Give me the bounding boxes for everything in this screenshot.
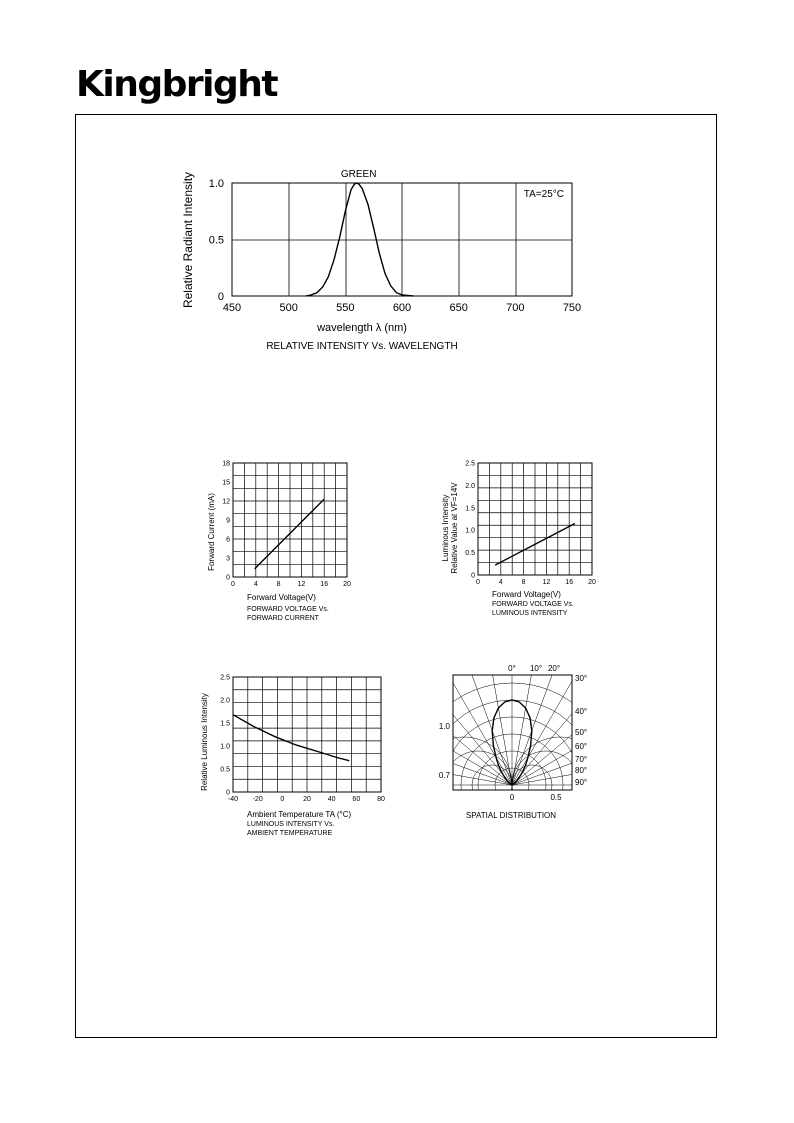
x-tick-label: 20 (303, 796, 311, 803)
y-tick-label: 1.5 (220, 720, 230, 728)
y-tick-label: 6 (226, 536, 230, 544)
polar-radial-line (409, 662, 512, 785)
x-tick-label: 4 (498, 579, 503, 586)
x-tick-label: 40 (327, 796, 336, 803)
chart-fwd-current (207, 460, 351, 622)
y-axis-label: Luminous Intensity (441, 494, 450, 562)
angle-label: 40° (575, 707, 588, 716)
y-tick-label: 0.5 (220, 766, 230, 774)
y-tick-label: 9 (226, 517, 230, 525)
angle-label: 0° (508, 664, 516, 673)
y-tick-label: 18 (222, 460, 230, 468)
y-tick-label: 0 (226, 789, 230, 797)
x-tick-label: -40 (227, 796, 239, 803)
y-axis-label: Relative Luminous Intensity (200, 693, 209, 791)
chart-spatial (352, 625, 672, 887)
angle-label: 70° (575, 755, 588, 764)
y-tick-label: 0 (471, 572, 475, 580)
x-tick-label: 0 (280, 796, 285, 803)
y-tick-label: 1.0 (465, 527, 475, 535)
chart-spectrum (181, 169, 581, 352)
chart-caption: SPATIAL DISTRIBUTION (465, 811, 557, 820)
y-tick-label: 0 (217, 290, 224, 303)
polar-radial-line (457, 635, 512, 785)
x-tick-label: 20 (343, 581, 351, 588)
y-axis-label: Forward Current (mA) (207, 493, 216, 571)
angle-label: 80° (575, 766, 588, 775)
x-tick-label: 0 (509, 793, 515, 802)
x-tick-label: 12 (297, 581, 306, 588)
angle-label: 90° (575, 778, 588, 787)
angle-label: 20° (547, 664, 561, 673)
x-tick-label: 600 (392, 302, 412, 314)
x-tick-label: 16 (565, 579, 574, 586)
y-axis-label: Relative Radiant Intensity (181, 171, 195, 309)
y-tick-label: 1.0 (208, 177, 224, 190)
x-tick-label: 80 (377, 796, 385, 803)
x-tick-label: 0 (476, 579, 480, 586)
polar-radial-line (512, 730, 662, 785)
angle-label: 10° (529, 664, 543, 673)
x-tick-label: 60 (352, 796, 361, 803)
x-axis-label: Forward Voltage(V) (492, 590, 561, 599)
chart-caption: LUMINOUS INTENSITY Vs. (247, 821, 335, 828)
angle-label: 30° (575, 674, 588, 683)
chart-lum-voltage (441, 460, 596, 617)
x-tick-label: 8 (521, 579, 526, 586)
radial-label: 0.7 (438, 771, 450, 780)
series-line (306, 183, 414, 296)
y-tick-label: 2.5 (220, 674, 230, 682)
y-axis-label: Relative Value at VF=14V (450, 482, 459, 574)
chart-caption: AMBIENT TEMPERATURE (247, 830, 333, 837)
x-tick-label: 550 (336, 302, 355, 314)
x-tick-label: 4 (253, 581, 258, 588)
series-annotation: GREEN (340, 169, 377, 180)
y-tick-label: 2.0 (465, 482, 475, 490)
x-tick-label: 650 (449, 302, 468, 314)
chart-lum-temp (200, 674, 385, 837)
x-tick-label: 450 (222, 302, 242, 314)
x-tick-label: 0 (231, 581, 235, 588)
brand-logo: Kingbright (76, 64, 278, 105)
y-tick-label: 15 (222, 479, 230, 487)
condition-annotation: TA=25°C (523, 189, 564, 200)
x-tick-label: 20 (588, 579, 596, 586)
polar-radial-line (362, 730, 512, 785)
y-tick-label: 12 (222, 498, 230, 506)
x-tick-label: 500 (279, 302, 298, 314)
y-tick-label: 0 (226, 574, 230, 582)
x-tick-label: 700 (506, 302, 525, 314)
x-axis-label: wavelength λ (nm) (317, 322, 407, 334)
y-tick-label: 1.0 (220, 743, 230, 751)
y-tick-label: 2.0 (220, 697, 230, 705)
polar-radial-line (512, 662, 615, 785)
x-axis-label: Forward Voltage(V) (247, 593, 316, 602)
chart-caption: LUMINOUS INTENSITY (492, 610, 568, 617)
x-tick-label: 0.5 (550, 793, 562, 802)
y-tick-label: 2.5 (465, 460, 475, 468)
radial-label: 1.0 (438, 722, 450, 731)
x-tick-label: 16 (320, 581, 329, 588)
chart-caption: FORWARD VOLTAGE Vs. (247, 606, 329, 613)
chart-caption: RELATIVE INTENSITY Vs. WAVELENGTH (266, 341, 458, 352)
y-tick-label: 1.5 (465, 505, 475, 513)
y-tick-label: 0.5 (465, 550, 475, 558)
x-tick-label: 750 (562, 302, 582, 314)
x-tick-label: 12 (542, 579, 551, 586)
x-tick-label: -20 (252, 796, 263, 803)
x-tick-label: 8 (276, 581, 281, 588)
y-tick-label: 0.5 (208, 234, 224, 247)
chart-caption: FORWARD VOLTAGE Vs. (492, 601, 574, 608)
angle-label: 60° (575, 742, 588, 751)
x-axis-label: Ambient Temperature TA (°C) (247, 810, 352, 819)
polar-radial-line (389, 682, 512, 785)
y-tick-label: 3 (226, 555, 230, 563)
polar-radial-line (512, 682, 635, 785)
angle-label: 50° (575, 728, 588, 737)
chart-caption: FORWARD CURRENT (247, 615, 319, 622)
polar-radial-line (512, 635, 567, 785)
series-line (255, 499, 325, 569)
